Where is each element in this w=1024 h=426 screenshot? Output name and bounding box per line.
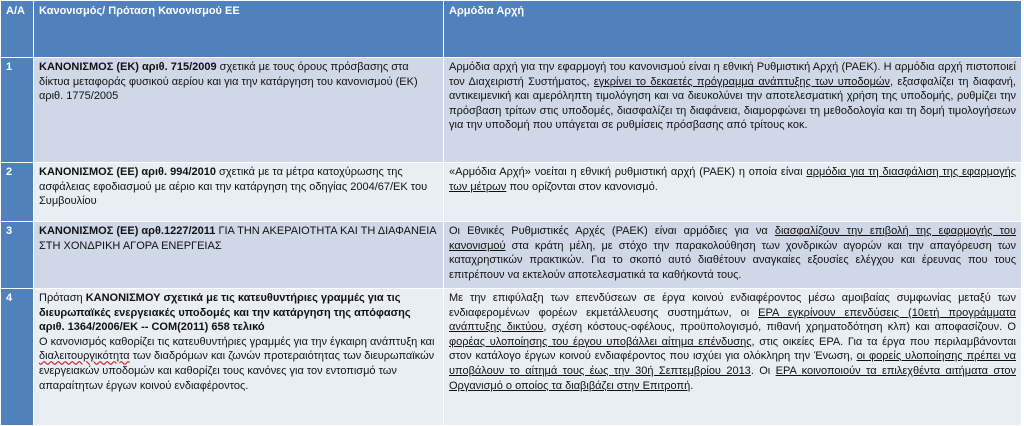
regulation-title: ΚΑΝΟΝΙΣΜΟΣ (ΕΕ) αριθ. 994/2010 [39,166,216,178]
header-row [1,1,1022,58]
authority-text: Με την επιφύλαξη των επενδύσεων σε έργα κοινού ενδιαφέροντος μέσω αμοιβαίας συμφωνίας μεταξύ των ενδιαφερομένων φορέων εκμετάλλευσης συστημάτων, οι [449,292,1016,319]
authority-text: «Αρμόδια Αρχή» νοείται η εθνική ρυθμιστική αρχή (ΡΑΕΚ) η οποία είναι [449,166,807,178]
header-authority: Αρμόδια Αρχή [444,1,1022,58]
authority-underlined-text: οι φορείς υλοποίησης πρέπει να υποβάλουν το αίτημά τους έως την 30ή Σεπτεμβρίου 2013 [449,350,1016,377]
table-row [1,163,1022,222]
regulation-text: ΓΙΑ ΤΗΝ ΑΚΕΡΑΙΟΤΗΤΑ ΚΑΙ ΤΗ ΔΙΑΦΑΝΕΙΑ ΣΤΗ ΧΟΝΔΡΙΚΗ ΑΓΟΡΑ ΕΝΕΡΓΕΙΑΣ [39,225,437,252]
row-number: 1 [1,58,34,163]
regulation-text: των διαδρόμων και ζωνών προτεραιότητας των διευρωπαϊκών ενεργειακών υποδομών και καθορίζει τους κανόνες για τον εντοπισμό των απαραίτητων έργων κοινού ενδιαφέροντος. [39,350,435,392]
authority-text: , στις οικείες ΕΡΑ. Για τα έργα που περιλαμβάνονται στον κατάλογο έργων κοινού ενδιαφέροντος που ισχύει για ολόκληρη την Ένωση, [449,335,1017,363]
authority-text: , σχέση κόστους-οφέλους, προϋπολογισμό, πιθανή χρηματοδότηση κλπ) και αποφασίζουν. Ο [543,321,1016,334]
regulation-cell [34,289,444,426]
table-row [1,289,1022,426]
header-num: Α/Α [1,1,34,58]
regulation-text: σχετικά με τους όρους πρόσβασης στα δίκτυα μεταφοράς φυσικού αερίου και για την κατάργηση του κανονισμού (ΕΚ) αριθ. 1775/2005 [39,61,418,103]
misspelled-word: διαλειτουργικότητα [39,350,130,363]
authority-text: Αρμόδια αρχή για την εφαρμογή του κανονισμού είναι η εθνική Ρυθμιστική Αρχή (ΡΑΕΚ). Η αρμόδια αρχή πιστοποιεί τον Διαχειριστή Συστήματος, [449,61,1016,88]
authority-underlined-text: εγκρίνει το δεκαετές πρόγραμμα ανάπτυξης των υποδομών [593,75,891,88]
authority-underlined-text: φορέας υλοποίησης του έργου υποβάλλει αίτημα επένδυσης [449,335,752,348]
authority-text: . [690,379,694,392]
authority-cell [444,222,1022,289]
authority-cell [444,289,1022,426]
regulation-title: ΚΑΝΟΝΙΣΜΟΥ σχετικά με τις κατευθυντήριες γραμμές για τις διευρωπαϊκές ενεργειακές υποδομές και την κατάργηση της απόφασης αριθ. 1364/2006/ΕΚ -- COM(2011) 658 τελικό [39,292,411,334]
regulation-title: ΚΑΝΟΝΙΣΜΟΣ (ΕΕ) αρθ.1227/2011 [39,225,216,237]
table-row [1,222,1022,289]
authority-text: που ορίζονται στον κανονισμό. [506,180,658,193]
regulation-title: ΚΑΝΟΝΙΣΜΟΣ (ΕΚ) αριθ. 715/2009 [39,61,217,73]
authority-text: Οι Εθνικές Ρυθμιστικές Αρχές (ΡΑΕΚ) είναι αρμόδιες για να [449,225,775,237]
table-row [1,58,1022,163]
regulation-cell [34,163,444,222]
authority-underlined-text: ΕΡΑ εγκρίνουν επενδύσεις (10ετή προγράμματα ανάπτυξης δικτύου [449,306,1016,334]
authority-underlined-text: ΕΡΑ κοινοποιούν τα επιλεχθέντα αιτήματα στον Οργανισμό ο οποίος τα διαβιβάζει στην Επιτροπή [449,364,1017,392]
row-number: 2 [1,163,34,222]
regulation-cell [34,58,444,163]
authority-cell [444,163,1022,222]
header-regulation: Κανονισμός/ Πρόταση Κανονισμού ΕΕ [34,1,444,58]
regulation-text: Πρόταση [39,292,86,304]
row-number: 4 [1,289,34,426]
authority-cell [444,58,1022,163]
regulation-text: σχετικά με τα μέτρα κατοχύρωσης της ασφάλειας εφοδιασμού με αέριο και την κατάργηση της οδηγίας 2004/67/ΕΚ του Συμβουλίου [39,166,428,208]
authority-text: . Οι [750,364,776,377]
regulation-cell [34,222,444,289]
authority-underlined-text: αρμόδια για τη διασφάλιση της εφαρμογής των μέτρων [449,166,1016,193]
regulation-text: Ο κανονισμός καθορίζει τις κατευθυντήριες γραμμές για την έγκαιρη ανάπτυξη και [39,335,435,348]
authority-text: στα κράτη μέλη, με στόχο την παρακολούθηση των χονδρικών αγορών και την απαγόρευση των καταχρηστικών πρακτικών. Για το σκοπό αυτό διαθέτουν αναγκαίες εξουσίες ελέγχου και έρευνας που τους επιτρέπουν να εκτελούν αποτελεσματικά τα καθήκοντά τους. [449,239,1016,281]
authority-underlined-text: διασφαλίζουν την επιβολή της εφαρμογής του κανονισμού [449,225,1016,252]
row-number: 3 [1,222,34,289]
authority-text: , εξασφαλίζει τη διαφανή, αντικειμενική και αμερόληπτη τιμολόγηση και να διευκολύνει την αποτελεσματική χρήση της υποδομής, ρυθμίζει την πρόσβαση τρίτων στις υποδομές, διασφαλίζει τη διαφάνεια, διαμορφώνει τη μεθοδολογία και τη δομή τιμολογήσεων για την υποδομή που υπάγεται σε ρυθμίσεις πρόσβασης από τρίτους κοκ. [449,75,1016,132]
